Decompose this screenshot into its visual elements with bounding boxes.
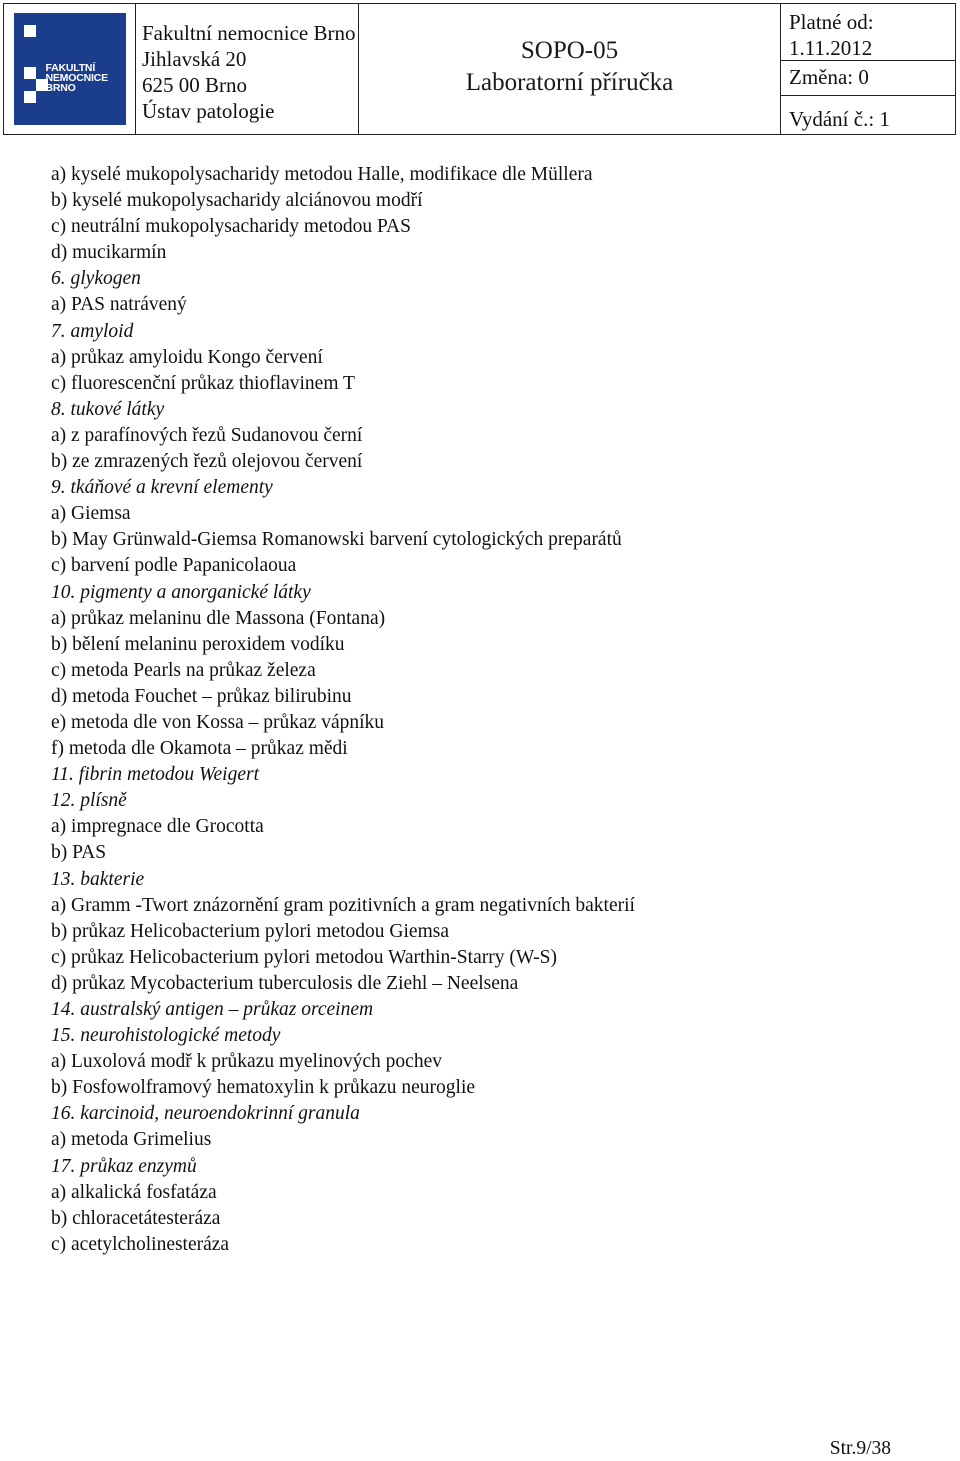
list-item: e) metoda dle von Kossa – průkaz vápníku xyxy=(51,711,385,733)
list-item: c) acetylcholinesteráza xyxy=(51,1233,230,1255)
list-item: c) neutrální mukopolysacharidy metodou PAS xyxy=(51,216,411,238)
section-heading: 15. neurohistologické metody xyxy=(51,1025,281,1047)
list-item: d) metoda Fouchet – průkaz bilirubinu xyxy=(51,685,352,707)
document-meta xyxy=(781,4,955,134)
section-heading: 17. průkaz enzymů xyxy=(51,1155,197,1177)
list-item: b) bělení melaninu peroxidem vodíku xyxy=(51,633,345,655)
logo-text: FAKULTNÍ NEMOCNICE BRNO xyxy=(45,62,108,94)
document-title-block xyxy=(359,4,781,134)
list-item: b) průkaz Helicobacterium pylori metodou Giemsa xyxy=(51,920,449,942)
page-number: Str.9/38 xyxy=(829,1438,891,1459)
list-item: c) průkaz Helicobacterium pylori metodou Warthin-Starry (W-S) xyxy=(51,946,557,968)
issue-number: Vydání č.: 1 xyxy=(789,107,890,131)
section-heading: 13. bakterie xyxy=(51,868,145,890)
section-heading: 9. tkáňové a krevní elementy xyxy=(51,477,273,499)
list-item: a) alkalická fosfatáza xyxy=(51,1181,217,1203)
document-body xyxy=(51,162,931,1258)
logo-cell xyxy=(4,4,136,134)
list-item: a) impregnace dle Grocotta xyxy=(51,816,264,838)
org-department: Ústav patologie xyxy=(142,99,275,123)
list-item: a) Giemsa xyxy=(51,503,131,525)
section-heading: 12. plísně xyxy=(51,790,127,812)
hospital-logo xyxy=(14,13,126,125)
section-heading: 16. karcinoid, neuroendokrinní granula xyxy=(51,1103,360,1125)
list-item: a) Luxolová modř k průkazu myelinových pochev xyxy=(51,1051,442,1073)
list-item: b) May Grünwald-Giemsa Romanowski barvení cytologických preparátů xyxy=(51,529,622,551)
change-number: Změna: 0 xyxy=(781,61,955,96)
list-item: c) fluorescenční průkaz thioflavinem T xyxy=(51,372,355,394)
section-heading: 14. australský antigen – průkaz orceinem xyxy=(51,999,374,1020)
list-item: a) kyselé mukopolysacharidy metodou Halle, modifikace dle Müllera xyxy=(51,164,593,185)
list-item: d) průkaz Mycobacterium tuberculosis dle Ziehl – Neelsena xyxy=(51,972,519,994)
org-city: 625 00 Brno xyxy=(142,73,247,97)
list-item: c) barvení podle Papanicolaoua xyxy=(51,555,297,577)
section-heading: 7. amyloid xyxy=(51,320,134,342)
list-item: b) Fosfowolframový hematoxylin k průkazu neuroglie xyxy=(51,1077,476,1099)
org-name: Fakultní nemocnice Brno xyxy=(142,21,356,45)
document-header xyxy=(3,3,956,135)
list-item: a) PAS natrávený xyxy=(51,294,187,316)
list-item: b) ze zmrazených řezů olejovou červení xyxy=(51,451,363,473)
list-item: a) průkaz amyloidu Kongo červení xyxy=(51,346,323,368)
section-heading: 6. glykogen xyxy=(51,268,141,290)
document-title: Laboratorní příručka xyxy=(465,69,674,96)
valid-from: Platné od: 1.11.2012 xyxy=(781,4,955,61)
list-item: b) kyselé mukopolysacharidy alciánovou modří xyxy=(51,190,423,212)
organization-address xyxy=(136,4,359,134)
org-street: Jihlavská 20 xyxy=(142,47,247,71)
section-heading: 11. fibrin metodou Weigert xyxy=(51,764,259,786)
list-item: a) průkaz melaninu dle Massona (Fontana) xyxy=(51,607,386,629)
section-heading: 8. tukové látky xyxy=(51,398,165,420)
list-item: f) metoda dle Okamota – průkaz mědi xyxy=(51,738,348,760)
document-code: SOPO-05 xyxy=(520,37,619,64)
section-heading: 10. pigmenty a anorganické látky xyxy=(51,581,311,603)
list-item: c) metoda Pearls na průkaz železa xyxy=(51,659,316,681)
list-item: a) metoda Grimelius xyxy=(51,1129,212,1151)
list-item: d) mucikarmín xyxy=(51,242,167,264)
list-item: b) PAS xyxy=(51,842,107,864)
list-item: a) z parafínových řezů Sudanovou černí xyxy=(51,424,363,446)
list-item: b) chloracetátesteráza xyxy=(51,1207,221,1229)
list-item: a) Gramm -Twort znázornění gram pozitivních a gram negativních bakterií xyxy=(51,894,635,916)
